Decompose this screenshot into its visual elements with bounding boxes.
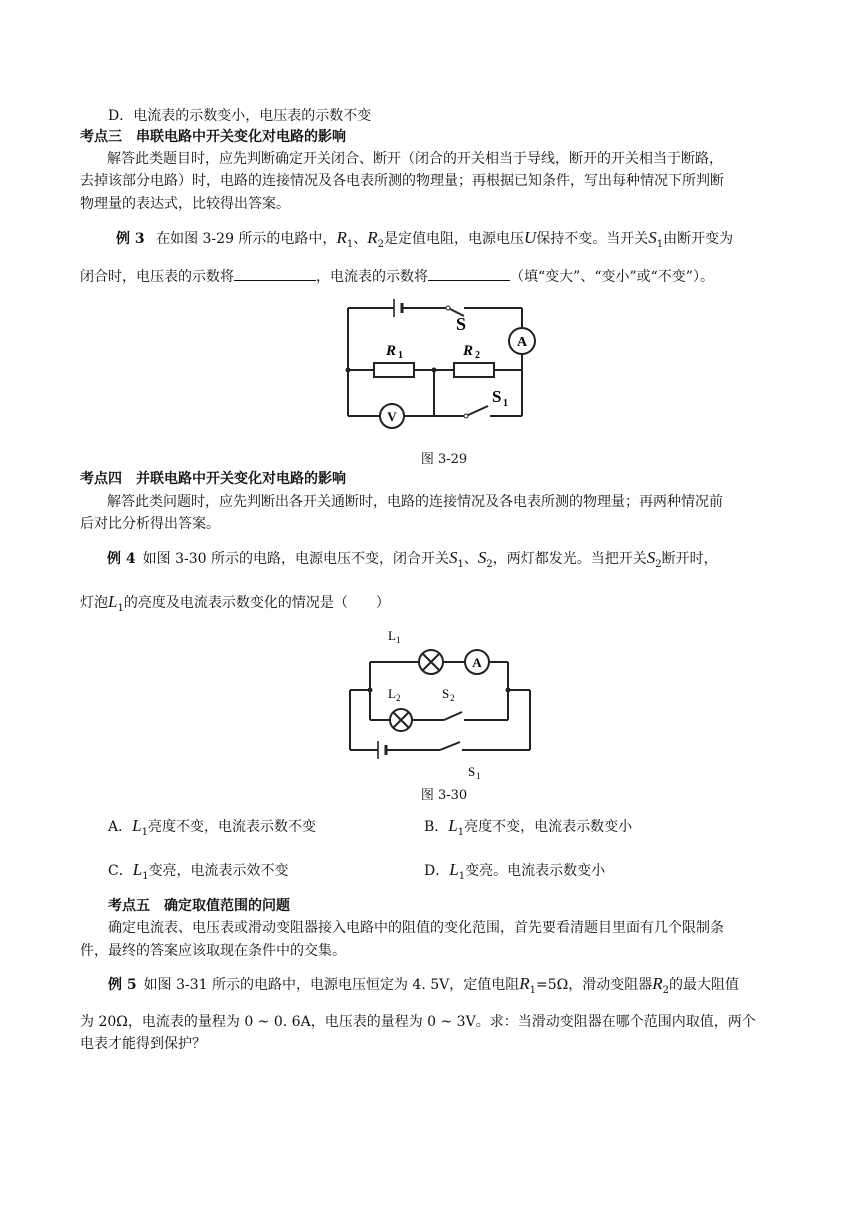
svg-text:2: 2: [450, 693, 455, 703]
lamp-l2-label: L: [388, 686, 396, 701]
ex4-option-d[interactable]: D．$L_1$变亮。电流表示数变小: [424, 860, 606, 882]
voltmeter-label: V: [387, 409, 397, 424]
kp4-title: 考点四 并联电路中开关变化对电路的影响: [80, 471, 346, 487]
ex5-line-3: 电表才能得到保护？: [80, 1036, 206, 1052]
circuit-figure-3-30: [340, 622, 540, 782]
ex4-option-a[interactable]: A．$L_1$亮度不变，电流表示数不变: [108, 816, 316, 838]
ex4-option-b[interactable]: B．$L_1$亮度不变，电流表示数变小: [424, 816, 633, 838]
ex3-line-1: 例 3 在如图 3-29 所示的电路中，$R_1$、$R_2$是定值电阻，电源电压U保持不变。当开关$S_1$由断开变为: [116, 228, 734, 250]
svg-text:1: 1: [396, 635, 401, 645]
kp5-title: 考点五 确定取值范围的问题: [108, 898, 290, 914]
ex3-line-2: 闭合时，电压表的示数将 ，电流表的示数将 （填“变大”、“变小”或“不变”）。: [80, 266, 714, 287]
ex4-line-2: 灯泡$L_1$的亮度及电流表示数变化的情况是（ ）: [80, 592, 390, 614]
kp3-para-line: 解答此类题目时，应先判断确定开关闭合、断开（闭合的开关相当于导线，断开的开关相当于断路，: [107, 151, 723, 167]
kp4-para-line: 后对比分析得出答案。: [80, 516, 220, 532]
kp3-para-line: 去掉该部分电路）时，电路的连接情况及各电表所测的物理量；再根据已知条件，写出每种情况下所判断: [80, 173, 724, 189]
kp4-para-line: 解答此类问题时，应先判断出各开关通断时，电路的连接情况及各电表所测的物理量；再两种情况前: [107, 494, 723, 510]
svg-text:1: 1: [503, 398, 508, 409]
r2-label: R: [463, 343, 474, 359]
resistor-r1-icon: [374, 363, 414, 377]
ex3-label: 例 3: [116, 231, 145, 247]
svg-text:1: 1: [476, 771, 481, 781]
switch-s2-label: S: [442, 686, 450, 701]
kp3-para-line: 物理量的表达式，比较得出答案。: [80, 196, 290, 212]
ex4-option-c[interactable]: C．$L_1$变亮，电流表示效不变: [108, 860, 289, 882]
ex4-line-1: 例 4 如图 3-30 所示的电路，电源电压不变，闭合开关$S_1$、$S_2$，两灯都发光。当把开关$S_2$断开时，: [107, 548, 718, 570]
switch-s-label: S: [456, 314, 467, 334]
lamp-l2-icon: [390, 709, 412, 731]
kp5-para-line: 确定电流表、电压表或滑动变阻器接入电路中的阻值的变化范围，首先要看清题目里面有几个限制条: [108, 920, 724, 936]
ex5-line-1: 例 5 如图 3-31 所示的电路中，电源电压恒定为 4. 5V，定值电阻$R_1=5\Omega$，滑动变阻器$R_2$的最大阻值: [108, 974, 740, 996]
r1-label: R: [386, 343, 397, 359]
resistor-r2-icon: [454, 363, 494, 377]
ex4-label: 例 4: [107, 551, 136, 567]
ex5-line-2: 为 20Ω，电流表的量程为 0 ~ 0. 6A，电压表的量程为 0 ~ 3V。求：当滑动变阻器在哪个范围内取值，两个: [80, 1014, 756, 1030]
figure-caption: 图 3-29: [420, 452, 468, 467]
answer-blank[interactable]: [428, 266, 510, 281]
kp3-title: 考点三 串联电路中开关变化对电路的影响: [80, 129, 346, 145]
ammeter-label: A: [472, 655, 482, 670]
switch-s1-label: S: [492, 387, 502, 406]
switch-s1-label: S: [468, 764, 476, 779]
q2-option-d: D．电流表的示数变小，电压表的示数不变: [108, 108, 372, 124]
figure-caption: 图 3-30: [420, 788, 468, 803]
svg-text:2: 2: [475, 350, 480, 361]
circuit-figure-3-29: [338, 296, 538, 432]
svg-text:1: 1: [398, 350, 403, 361]
lamp-l1-label: L: [388, 628, 396, 643]
kp5-para-line: 件，最终的答案应该取现在条件中的交集。: [80, 943, 346, 959]
answer-blank[interactable]: [234, 266, 316, 281]
svg-text:2: 2: [396, 693, 401, 703]
lamp-l1-icon: [419, 650, 443, 674]
ammeter-label: A: [516, 335, 528, 350]
ex5-label: 例 5: [108, 977, 137, 993]
